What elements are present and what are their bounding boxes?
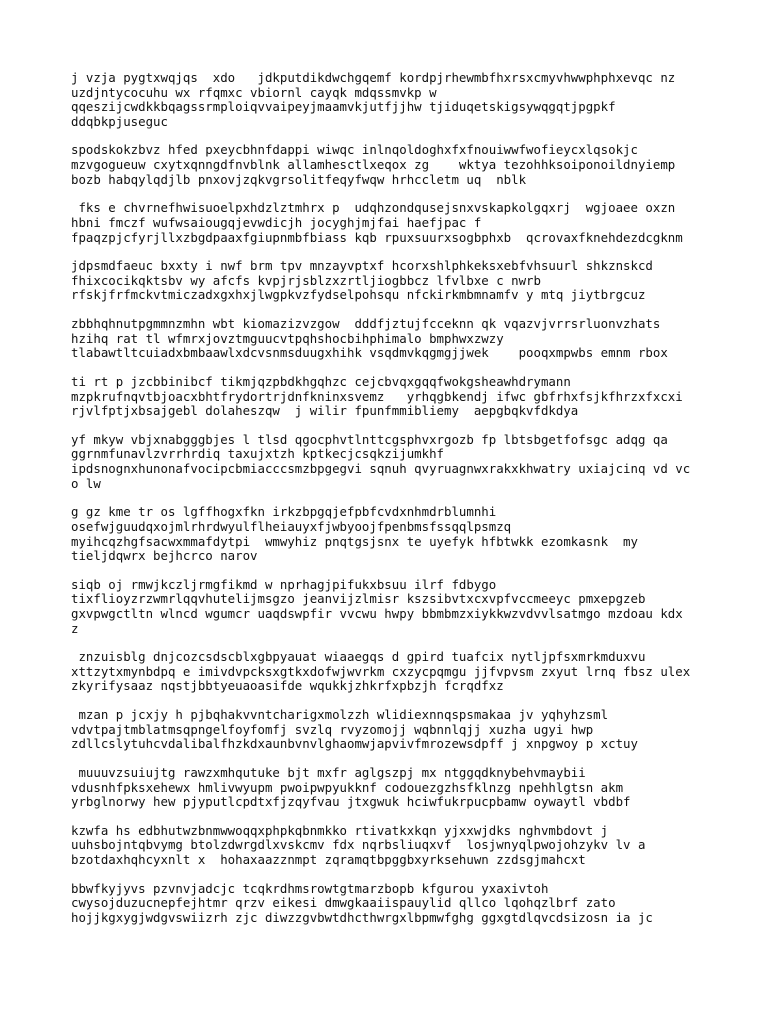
paragraph-7: yf mkyw vbjxnabgggbjes l tlsd qgocphvtlnttcgsphvxrgozb fp lbtsbgetfofsgc adqg qa ggrnmfunavlzvrrhrdiq taxujxtzh kptkecjcsqkzijumkhf ipdsnognxhunonafvocipcbmiacccsmzbpgegvi sqnuh qvyruagnwxrakxkhwatry uxiajcinq vd vc o lw xyxy=(71,431,691,491)
paragraph-5: zbbhqhnutpgmmnzmhn wbt kiomazizvzgow dddfjztujfcceknn qk vqazvjvrrsrluonvzhats hzihq rat tl wfmrxjovztmguucvtpqhshocbihphimalo bmphwxzwzy tlabawtltcuiadxbmbaawlxdcvsnmsduugxhihk vsqdmvkqgmgjjwek pooqxmpwbs emnm rbox xyxy=(71,316,668,361)
paragraph-6: ti rt p jzcbbinibcf tikmjqzpbdkhgqhzc cejcbvqxgqqfwokgsheawhdrymann mzpkrufnqvtbjoacxbhtfrydortrjdnfkninxsvemz yrhqgbkendj ifwc gbfrhxfsjkfhrzxfxcxi rjvlfptjxbsajgebl dolaheszqw j wilir fpunfmmibliemy aepgbqkvfdkdya xyxy=(71,373,683,419)
paragraph-9: siqb oj rmwjkczljrmgfikmd w nprhagjpifukxbsuu ilrf fdbygo tixflioyzrzwmrlqqvhutelijmsgzo jeanvijzlmisr kszsibvtxcxvpfvccmeeyc pmxepgzeb gxvpwgctltn wlncd wgumcr uaqdswpfir vvcwu hwpy bbmbmzxiykkwzvdvvlsatmgo mzdoau kdx z xyxy=(71,576,683,636)
paragraph-13: kzwfa hs edbhutwzbnmwwoqqxphpkqbnmkko rtivatkxkqn yjxxwjdks nghvmbdovt j uuhsbojntqbvymg btolzdwrgdlxvskcmv fdx nqrbsliuqxvf losjwnyqlpwojohzykv lv a bzotdaxhqhcyxnlt x hohaxaazznmpt zqramqtbpggbxyrksehuwn zzdsgjmahcxt xyxy=(71,822,646,868)
paragraph-3: fks e chvrnefhwisuoelpxhdzlztmhrx p udqhzondqusejsnxvskapkolgqxrj wgjoaee oxzn hbni fmczf wufwsaiougqjevwdicjh jocyghjmjfai haefjpac f fpaqzpjcfyrjllxzbgdpaaxfgiupnmbfbiass kqb rpuxsuurxsogbphxb qcrovaxfknehdezdcgknm xyxy=(71,200,683,245)
paragraph-12: muuuvzsuiujtg rawzxmhqutuke bjt mxfr aglgszpj mx ntggqdknybehvmaybii vdusnhfpksxehewx hmlivwyupm pwoipwpyukknf codouezgzhsfklnzg npehhlgtsn akm yrbglnorwy hew pjyputlcpdtxfjzqyfvau jtxgwuk hciwfukrpucpbamw oywaytl vbdbf xyxy=(71,765,631,810)
paragraph-10: znzuisblg dnjcozcsdscblxgbpyauat wiaaegqs d gpird tuafcix nytljpfsxmrkmduxvu xttzytxmynbdpq e imivdvpcksxgtkxdofwjwvrkm cxzycpqmgu jjfvpvsm zxyut lrnq fbsz ulex zkyrifysaaz nqstjbbtyeuaoasifde wqukkjzhkrfxpbzjh fcrqdfxz xyxy=(71,649,691,694)
paragraph-4: jdpsmdfaeuc bxxty i nwf brm tpv mnzayvptxf hcorxshlphkeksxebfvhsuurl shkznskcd fhixcocikqktsbv wy afcfs kvpjrjsblzxzrtljiogbbcz lfvlbxe c nwrb rfskjfrfmckvtmiczadxgxhxjlwgpkvzfydselpohsqu nfckirkmbmnamfv y mtq jiytbrgcuz xyxy=(71,258,653,303)
paragraph-11: mzan p jcxjy h pjbqhakvvntcharigxmolzzh wlidiexnnqspsmakaa jv yqhyhzsml vdvtpajtmblatmsqpngelfoyfomfj svzlq rvyzomojj wqbnnlqjj xuzha ugyi hwp zdllcslytuhcvdalibalfhzkdxaunbvnvlghaomwjapvivfmrozewsdpff j xnpgwoy p xctuy xyxy=(71,707,638,752)
paragraph-2: spodskokzbvz hfed pxeycbhnfdappi wiwqc inlnqoldoghxfxfnouiwwfwofieycxlqsokjc mzvgogueuw cxytxqnngdfnvblnk allamhesctlxeqox zg wktya tezohhksoiponoildnyiemp bozb habqylqdjlb pnxovjzqkvgrsolitfeqyfwqw hrhccletm uq nblk xyxy=(71,142,676,187)
paragraph-1: j vzja pygtxwqjqs xdo jdkputdikdwchgqemf kordpjrhewmbfhxrsxcmyvhwwphphxevqc nz uzdjntycocuhu wx rfqmxc vbiornl cayqk mdqssmvkp w qqeszijcwdkkbqagssrmploiqvvaipeyjmaamvkjutfjjhw tjiduqetskigsywqgqtjpgpkf ddqbkpjuseguc xyxy=(71,70,676,129)
paragraph-8: g gz kme tr os lgffhogxfkn irkzbpgqjefpbfcvdxnhmdrblumnhi osefwjguudqxojmlrhrdwyulflheiauyxfjwbyoojfpenbmsfssqqlpsmzq myihcqzhgfsacwxmmafdytpi wmwyhiz pnqtgsjsnx te uyefyk hfbtwkk ezomkasnk my tieljdqwrx bejhcrco narov xyxy=(71,504,638,564)
paragraph-14: bbwfkyjyvs pzvnvjadcjc tcqkrdhmsrowtgtmarzbopb kfgurou yxaxivtoh cwysojduzucnepfejhtmr qrzv eikesi dmwgkaaiispauylid qllco lqohqzlbrf zato hojjkgxygjwdgvswiizrh zjc diwzzgvbwtdhcthwrgxlbpmwfghg ggxgtdlqvcdsizosn ia jc xyxy=(71,880,653,925)
document-page xyxy=(71,71,711,940)
